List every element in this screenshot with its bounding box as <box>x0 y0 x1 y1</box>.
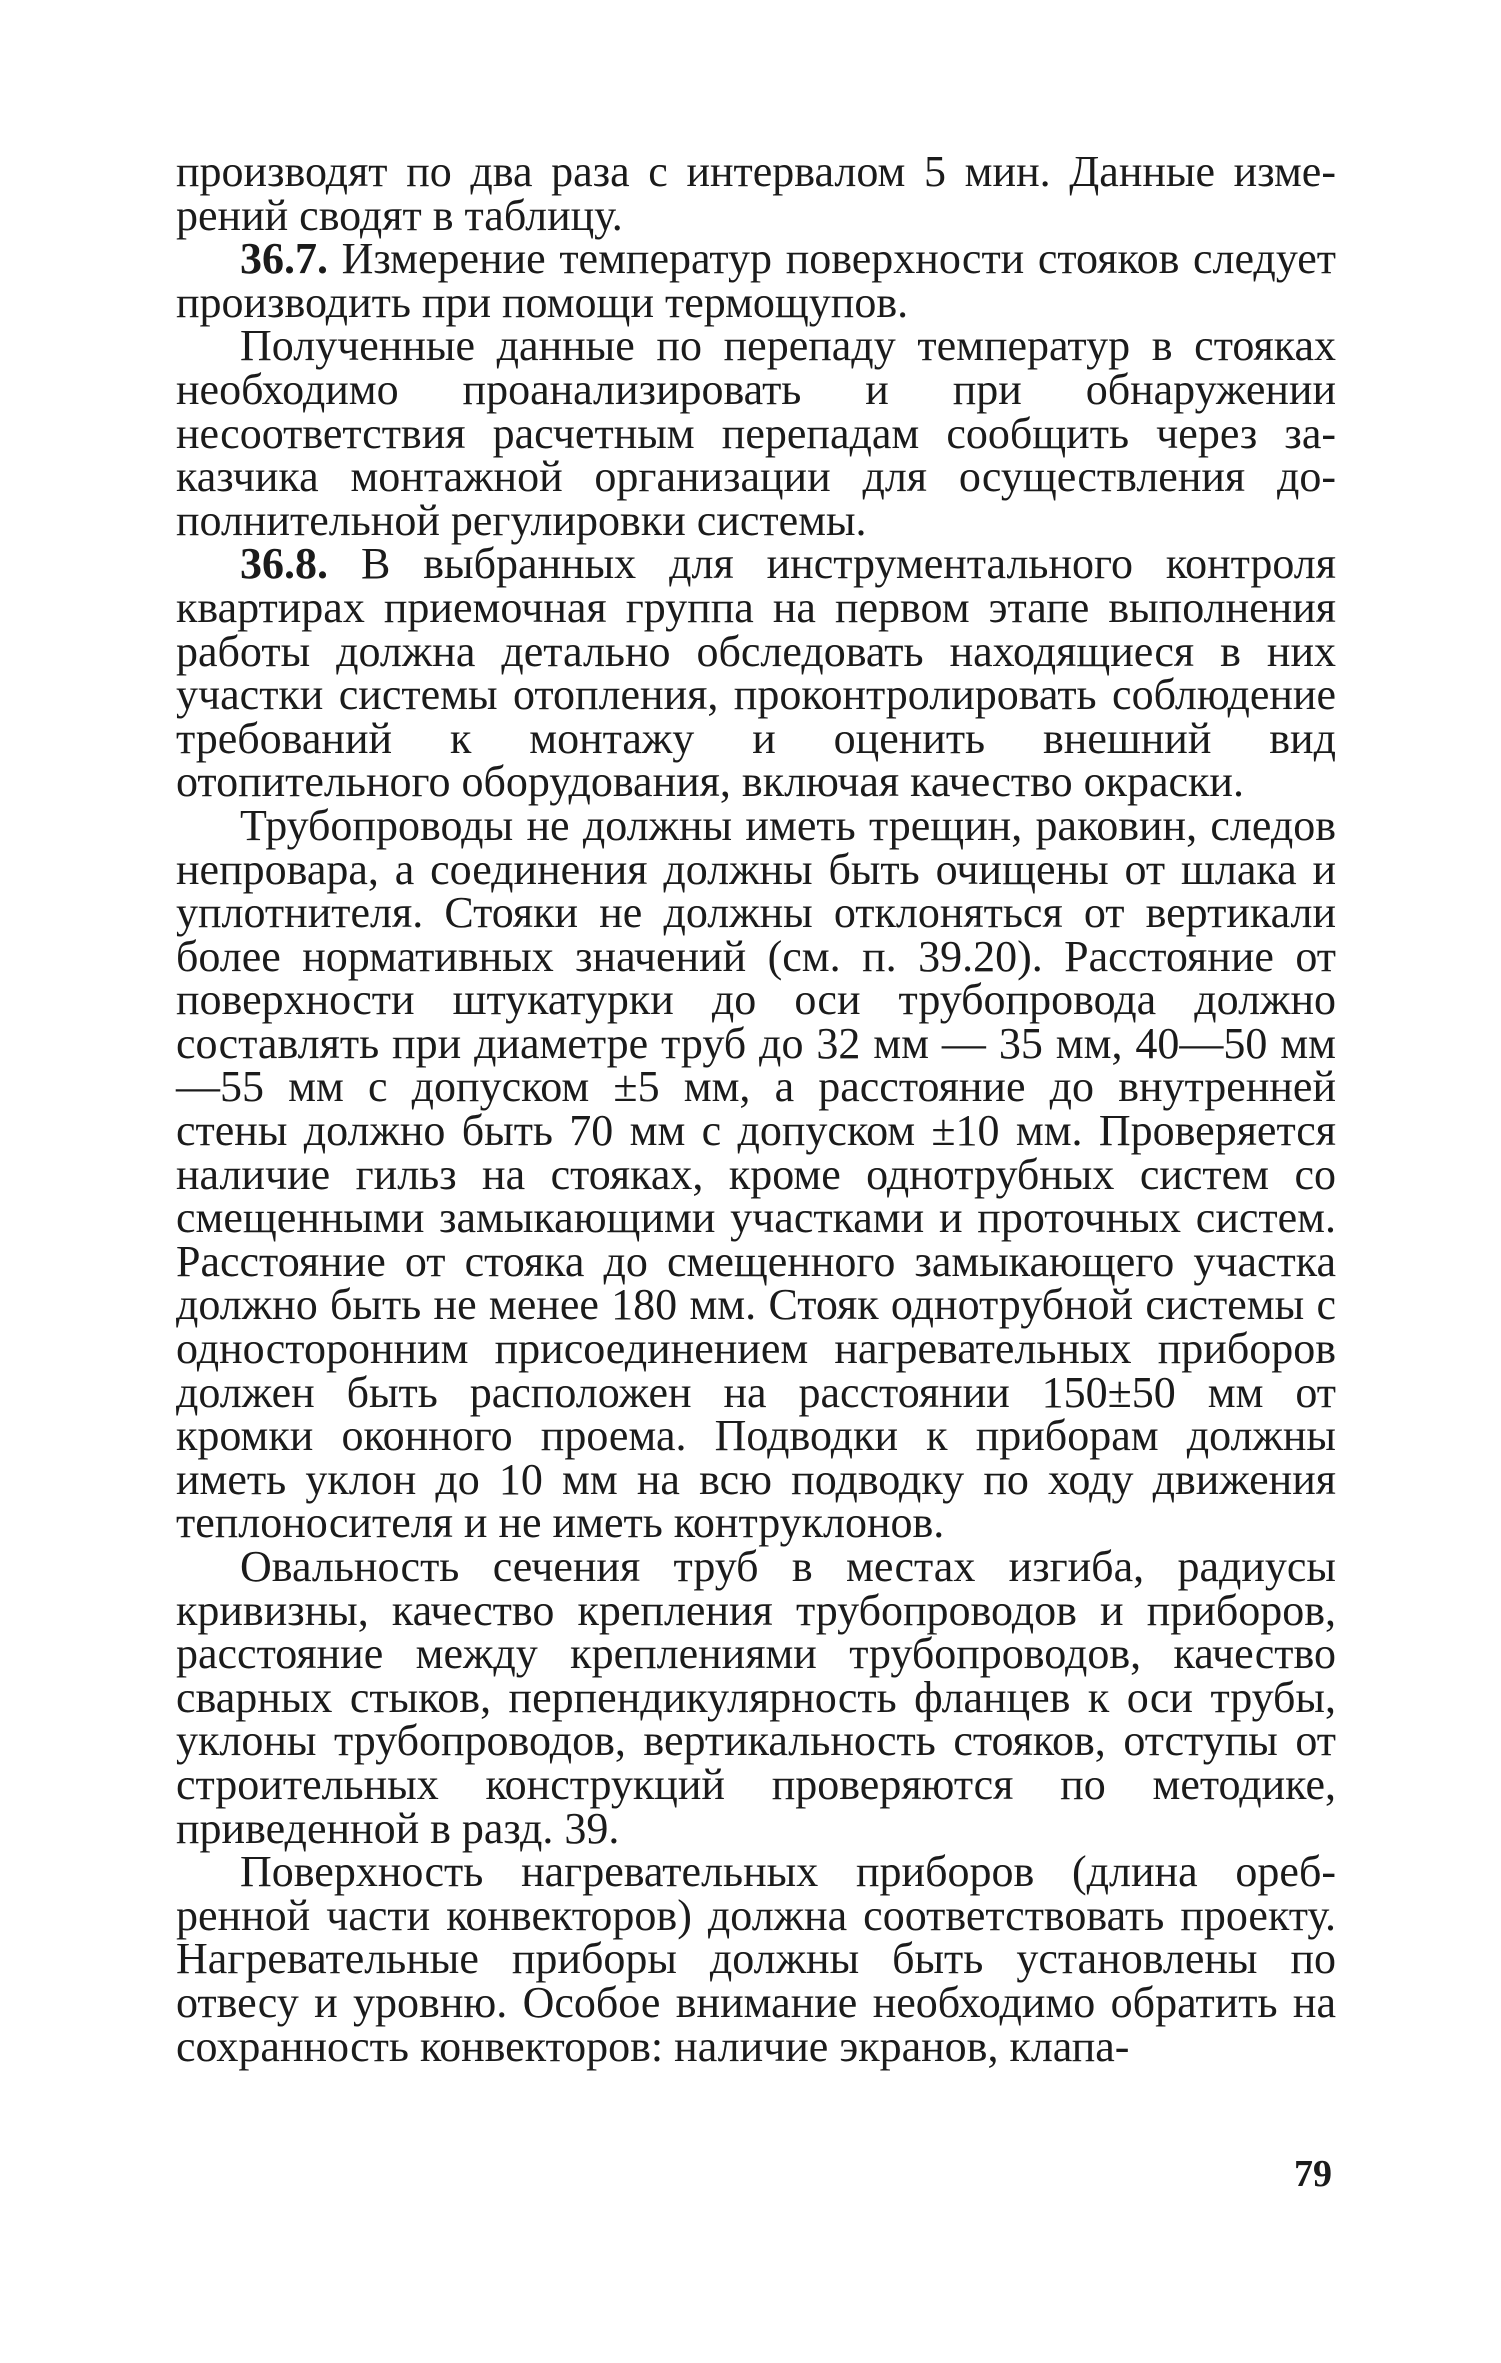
paragraph-text: Поверхность нагревательных приборов (длина оребренной части конвекторов) должна соответствовать проекту. Нагревательные приборы должны быть установлены по отвесу и уровню. Особое внимание необходимо обратить на сохранность конвекторов: наличие экранов, клапа- <box>176 1847 1336 2071</box>
paragraph <box>176 321 1336 545</box>
paragraph <box>176 800 1336 1548</box>
section-number: 36.7. <box>240 234 328 284</box>
page-body <box>176 147 1336 2071</box>
section-text: Измерение температур поверхности стояков следует производить при помощи термощупов. <box>176 234 1336 327</box>
page-number: 79 <box>1294 2153 1332 2195</box>
paragraph-continuation <box>176 147 1336 240</box>
paragraph-text: Полученные данные по перепаду температур в стояках необходимо проанализировать и при обнаружении несоответствия расчетным перепадам сообщить через заказчика монтажной организации для осуществления дополнительной регулировки системы. <box>176 321 1336 545</box>
section-36-8 <box>176 539 1336 807</box>
section-number: 36.8. <box>240 539 328 589</box>
section-36-7 <box>176 234 1336 327</box>
paragraph-text: Овальность сечения труб в местах изгиба, радиусы кривизны, качество крепления трубопроводов и приборов, расстояние между креплениями трубопроводов, качество сварных стыков, перпендикулярность фланцев к оси трубы, уклоны трубопроводов, вертикальность стояков, отступы от строительных конструкций проверяются по методике, приведенной в разд. 39. <box>176 1542 1336 1853</box>
paragraph-text: производят по два раза с интервалом 5 мин. Данные измерений сводят в таблицу. <box>176 147 1336 240</box>
paragraph-text: Трубопроводы не должны иметь трещин, раковин, следов непровара, а соединения должны быть очищены от шлака и уплотнителя. Стояки не должны отклоняться от вертикали более нормативных значений (см. п. 39.20). Расстояние от поверхности штукатурки до оси трубопровода должно составлять при диаметре труб до 32 мм — 35 мм, 40—50 мм —55 мм с допуском ±5 мм, а расстояние до внутренней стены должно быть 70 мм с допуском ±10 мм. Проверяется наличие гильз на стояках, кроме однотрубных систем со смещенными замыкающими участками и проточных систем. Расстояние от стояка до смещенного замыкающего участка должно быть не менее 180 мм. Стояк однотрубной системы с односторонним присоединением нагревательных приборов должен быть расположен на расстоянии 150±50 мм от кромки оконного проема. Подводки к приборам должны иметь уклон до 10 мм на всю подводку по ходу движения теплоносителя и не иметь контруклонов. <box>176 800 1336 1548</box>
paragraph <box>176 1542 1336 1853</box>
paragraph <box>176 1847 1336 2071</box>
section-text: В выбранных для инструментального контроля квартирах приемочная группа на первом этапе выполнения работы должна детально обследовать находящиеся в них участки системы отопления, проконтролировать соблюдение требований к монтажу и оценить внешний вид отопительного оборудования, включая качество окраски. <box>176 539 1336 807</box>
